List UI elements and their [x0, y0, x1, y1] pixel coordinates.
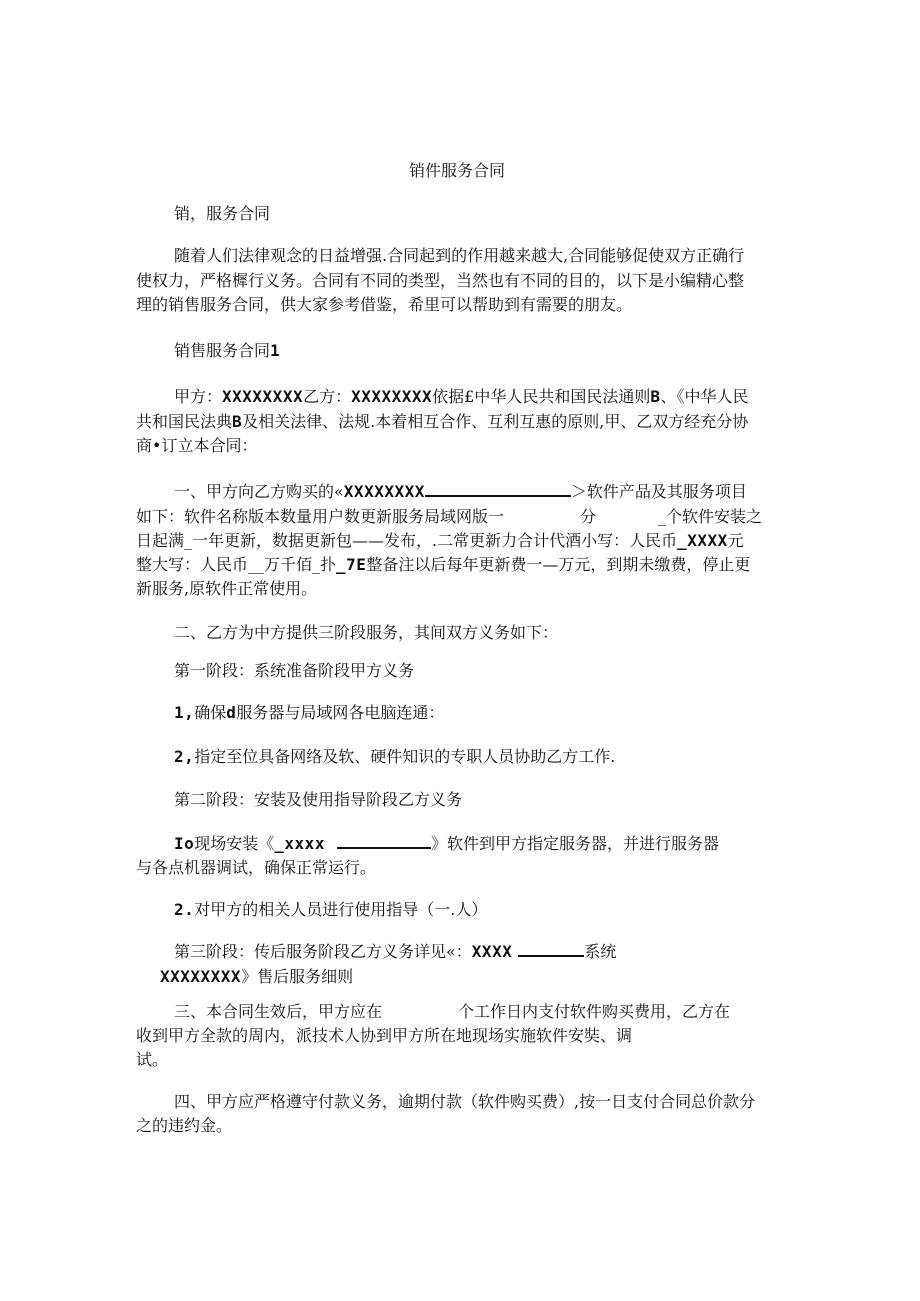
article1-line3-text-a: 日起满_一年更新，数据更新包——发布，.二常更新力合计代酒小写：人民币: [136, 531, 678, 550]
stage3-system-code: XXXXXXXX: [160, 967, 242, 986]
stage3-text-a: 第三阶段：传后服务阶段乙方义务详见«：: [174, 942, 472, 961]
article1-product-blank: [425, 481, 571, 497]
party-a-name: XXXXXXXX: [222, 387, 304, 406]
intro-line-1: 随着人们法律观念的日益增强.合同起到的作用越来越大,合同能够促使双方正确行: [174, 246, 745, 265]
section-title-number: 1: [270, 341, 281, 360]
stage2-item-1-text-b: 》软件到甲方指定服务器，并进行服务器: [430, 834, 719, 853]
legal-basis-mark: B: [650, 387, 661, 406]
stage1-item-2-text: 指定至位具备网络及软、硬件知识的专职人员协助乙方工作.: [194, 747, 616, 766]
article1-line3-text-c: 元: [727, 531, 744, 550]
article4-line-2: 之的违约金。: [136, 1116, 233, 1135]
stage2-software-blank: [337, 833, 431, 849]
parties-line-2: [136, 411, 748, 433]
stage3-line-2: [160, 966, 353, 988]
parties-line-3: 商•订立本合同：: [136, 436, 258, 455]
article1-line4-text-c: 整备注以后每年更新费一—万元，到期未缴费，停止更: [366, 555, 751, 574]
article4-line-1: 四、甲方应严格遵守付款义务，逾期付款（软件购买费）,按一日支付合同总价款分: [174, 1092, 756, 1111]
article1-amount-mark: _7E: [336, 555, 367, 574]
stage2-item-1-number: Io: [174, 834, 195, 853]
intro-line-3: 理的销售服务合同，供大家参考借鉴，希里可以帮助到有需要的朋友。: [136, 295, 633, 314]
parties-text-b: 及相关法律、法规.本着相互合作、互利互惠的原则,甲、乙双方经充分协: [242, 412, 749, 431]
stage2-item-1: [174, 833, 719, 855]
stage2-item-2-number: 2.: [174, 900, 195, 919]
article1-line2-text-b: 分: [580, 507, 597, 526]
stage3-text-c: 系统: [584, 942, 617, 961]
article1-line2-text-c: _个软件安装之: [658, 507, 763, 526]
article1-line-4: [136, 554, 750, 576]
article3-line-1: [174, 1001, 730, 1023]
stage1-title: 第一阶段：系统准备阶段甲方义务: [174, 661, 415, 680]
stage2-software-name: _xxxx: [274, 834, 325, 853]
stage1-item-1-text-a: 确保: [194, 703, 227, 722]
legal-basis-text: 依据£中华人民共和国民法通则: [432, 387, 651, 406]
intro-line-2: 使权力，严格樨行义务。合同有不同的类型，当然也有不同的目的，以下是小编精心整: [136, 271, 745, 290]
article1-text-a: 一、甲方向乙方购买的«: [174, 482, 344, 501]
stage3-text-e: 》售后服务细则: [241, 967, 354, 986]
party-b-name: XXXXXXXX: [351, 387, 433, 406]
article3-text-b: 个工作日内支付软件购买费用，乙方在: [458, 1002, 731, 1021]
article1-product-name: XXXXXXXX: [343, 482, 425, 501]
article3-line-2: 收到甲方全款的周内，派技术人协到甲方所在地现场实施软件安奘、调: [136, 1026, 633, 1045]
stage1-item-1: [174, 702, 444, 724]
parties-text-a: 共和国民法典: [136, 412, 233, 431]
stage1-item-2: [174, 746, 615, 768]
parties-mark: B: [232, 412, 243, 431]
section-title: [174, 340, 280, 362]
article1-line-2: [136, 506, 762, 528]
stage2-item-1-text-a: 现场安装《: [194, 834, 275, 853]
stage2-item-1-line-2: 与各点机器调试，确保正常运行。: [136, 858, 377, 877]
parties-line-1: [174, 386, 749, 408]
article1-text-b: ＞软件产品及其服务项目: [570, 482, 747, 501]
stage1-item-1-mark: d: [226, 703, 237, 722]
article3-text-a: 三、本合同生效后，甲方应在: [174, 1002, 383, 1021]
article1-line-3: [136, 530, 744, 552]
stage2-item-2: [174, 899, 487, 921]
stage3-system-blank: [518, 941, 584, 957]
article3-line-3: 试。: [136, 1050, 169, 1069]
article2-intro: 二、乙方为中方提供三阶段服务，其间双方义务如下：: [174, 623, 559, 642]
article1-amount-small: _XXXX: [677, 531, 728, 550]
article1-line4-text-a: 整大写：人民币__万千佰_扑: [136, 555, 337, 574]
section-title-text: 销售服务合同: [174, 341, 271, 360]
stage1-item-1-number: 1,: [174, 703, 195, 722]
stage3-line-1: [174, 941, 616, 963]
legal-basis-text-2: 、《中华人民: [660, 387, 749, 406]
stage2-title: 第二阶段：安装及使用指导阶段乙方义务: [174, 790, 463, 809]
document-title: 销件服务合同: [409, 161, 506, 180]
stage2-item-2-text: 对甲方的相关人员进行使用指导（一.人）: [194, 900, 488, 919]
article1-line-1: [174, 481, 747, 503]
stage1-item-2-number: 2,: [174, 747, 195, 766]
article1-line-5: 新服务,原软件正常使用。: [136, 579, 318, 598]
stage3-system-name: XXXX: [471, 942, 513, 961]
party-b-label: 乙方：: [303, 387, 352, 406]
document-heading: 销，服务合同: [174, 204, 271, 223]
article1-line2-text-a: 如下：软件名称版本数量用户数更新服务局域网版一: [136, 507, 505, 526]
stage1-item-1-text-b: 服务器与局域网各电脑连通：: [236, 703, 445, 722]
party-a-label: 甲方：: [174, 387, 223, 406]
